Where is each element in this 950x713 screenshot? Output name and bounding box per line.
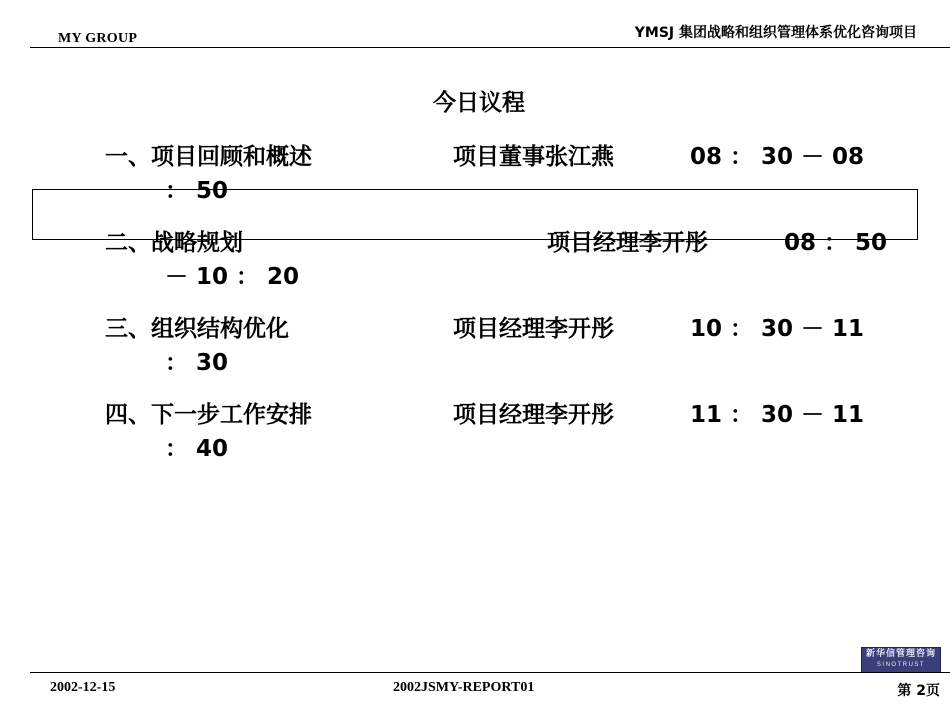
logo-line-en: SINOTRUST: [876, 662, 926, 668]
agenda-time-cont-3: ： 30: [165, 350, 229, 376]
page-title: 今日议程: [433, 90, 525, 116]
agenda-topic-3: 三、组织结构优化: [105, 316, 289, 342]
agenda-presenter-2: 项目经理李开彤: [547, 230, 708, 256]
agenda-time-4: 11 ： 30 － 11: [690, 402, 865, 428]
footer-date: 2002-12-15: [50, 680, 116, 695]
agenda-time-cont-2: － 10 ： 20: [165, 264, 300, 290]
agenda-time-2: 08 ： 50: [784, 230, 888, 256]
header-group-name: MY GROUP: [58, 31, 138, 46]
agenda-topic-4: 四、下一步工作安排: [105, 402, 312, 428]
sinotrust-logo: [861, 647, 941, 673]
header-project-title: YMSJ 集团战略和组织管理体系优化咨询项目: [634, 25, 917, 41]
agenda-presenter-4: 项目经理李开彤: [453, 402, 614, 428]
footer-report-id: 2002JSMY-REPORT01: [393, 680, 535, 695]
footer-rule: [30, 672, 950, 673]
header-rule: [30, 47, 950, 48]
logo-line-cn: 新华信管理咨询: [865, 649, 936, 659]
agenda-presenter-3: 项目经理李开彤: [453, 316, 614, 342]
agenda-topic-2: 二、战略规划: [105, 230, 243, 256]
agenda-topic-1: 一、项目回顾和概述: [105, 144, 312, 170]
agenda-time-1: 08 ： 30 － 08: [690, 144, 865, 170]
agenda-presenter-1: 项目董事张江燕: [453, 144, 614, 170]
footer-page-number: 第 2页: [897, 683, 940, 699]
agenda-time-cont-4: ： 40: [165, 436, 229, 462]
agenda-time-cont-1: ： 50: [165, 178, 229, 204]
agenda-time-3: 10 ： 30 － 11: [690, 316, 865, 342]
